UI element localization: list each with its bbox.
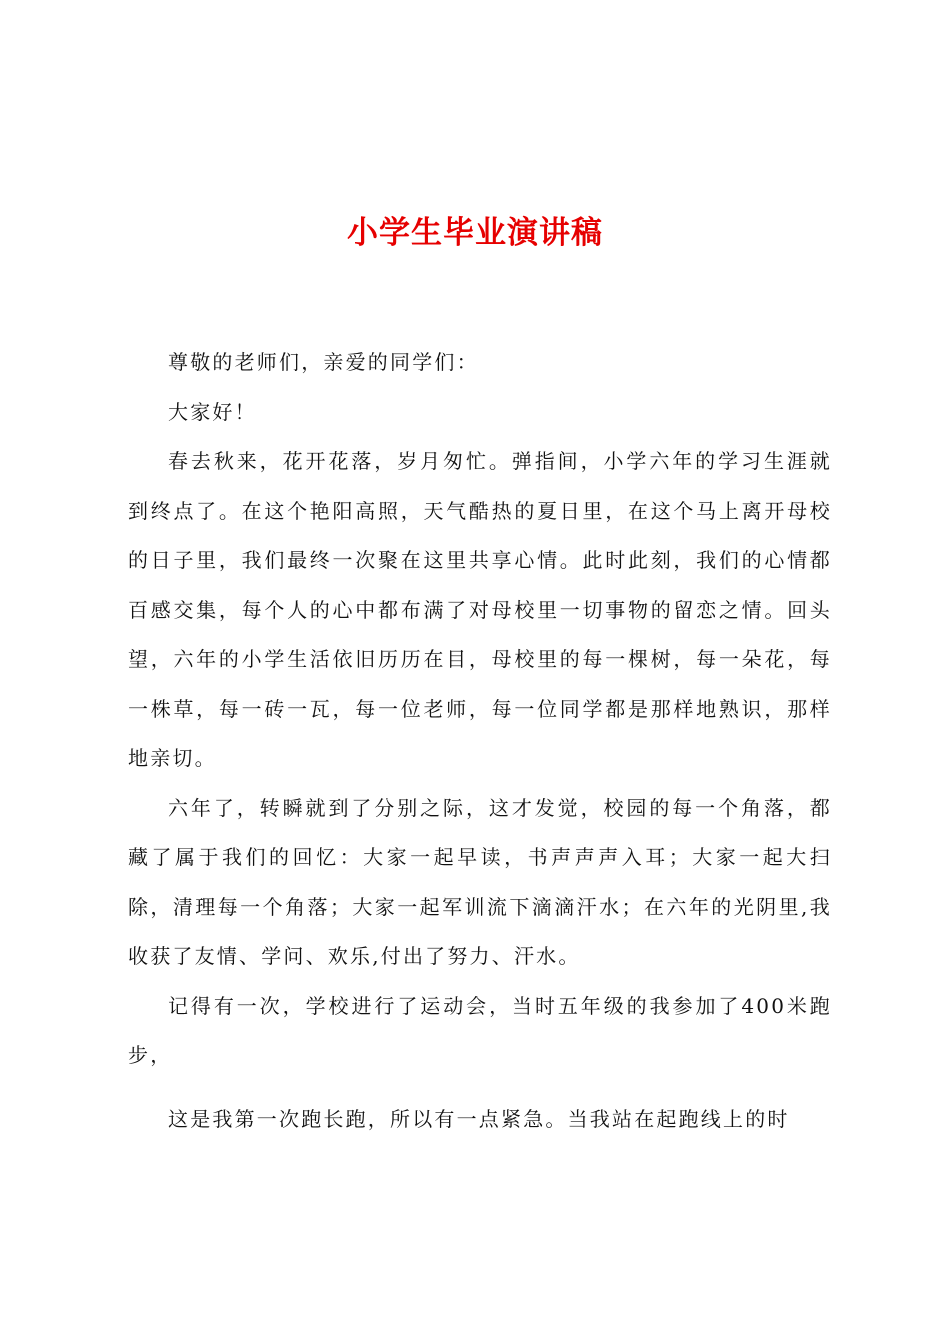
- document-body: [128, 338, 832, 1144]
- salutation-paragraph: 尊敬的老师们，亲爱的同学们：: [168, 350, 479, 374]
- greeting-paragraph: 大家好！: [168, 399, 257, 424]
- document-title: 小学生毕业演讲稿: [347, 215, 603, 251]
- body-paragraph-2: 六年了，转瞬就到了分别之际，这才发觉，校园的每一个角落，都藏了属于我们的回忆：大家一起早读，书声声声入耳；大家一起大扫除，清理每一个角落；大家一起军训流下滴滴汗水；在六年的光阴里,我收获了友情、学问、欢乐,付出了努力、汗水。: [128, 795, 832, 968]
- body-paragraph-4: 这是我第一次跑长跑，所以有一点紧急。当我站在起跑线上的时: [168, 1106, 790, 1131]
- body-paragraph-3: 记得有一次，学校进行了运动会，当时五年级的我参加了400米跑步，: [128, 993, 832, 1067]
- body-paragraph-1: 春去秋来，花开花落，岁月匆忙。弹指间，小学六年的学习生涯就到终点了。在这个艳阳高照，天气酷热的夏日里，在这个马上离开母校的日子里，我们最终一次聚在这里共享心情。此时此刻，我们的心情都百感交集，每个人的心中都布满了对母校里一切事物的留恋之情。回头望，六年的小学生活依旧历历在目，母校里的每一棵树，每一朵花，每一株草，每一砖一瓦，每一位老师，每一位同学都是那样地熟识，那样地亲切。: [128, 449, 832, 770]
